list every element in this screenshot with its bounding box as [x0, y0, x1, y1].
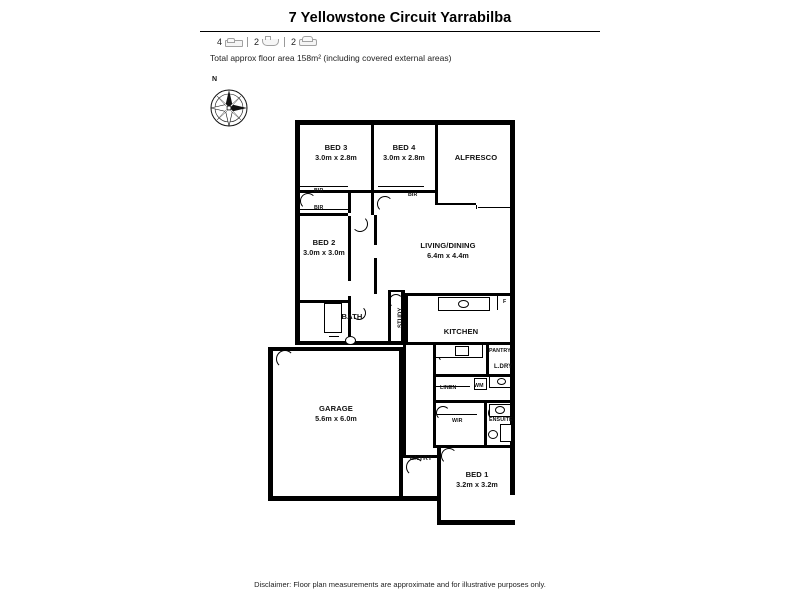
label-wm: WM — [474, 383, 484, 389]
wall-bottom-garage — [268, 496, 440, 501]
wall-hall-right — [403, 345, 406, 457]
wir-shelf-line — [437, 414, 477, 415]
ensuite-shower — [500, 424, 512, 442]
label-bir-bed4: BIR — [408, 192, 418, 198]
wall-bottom-bed1 — [437, 520, 515, 525]
ensuite-toilet — [488, 430, 498, 439]
door-arc-wir — [436, 406, 450, 420]
label-pantry: PANTRY — [489, 348, 511, 354]
room-label-bed4: BED 4 3.0m x 2.8m — [383, 143, 425, 163]
wall-bed2-top — [300, 213, 348, 216]
alfresco-door-jamb — [476, 205, 477, 209]
wall-left-garage — [268, 347, 273, 501]
toilet-fixture-bath — [345, 336, 356, 345]
door-arc-bed4 — [377, 196, 393, 212]
wall-living-left-upper — [374, 215, 377, 245]
room-label-bed1: BED 1 3.2m x 3.2m — [456, 470, 498, 490]
door-arc-bed1 — [441, 448, 457, 464]
door-arc-garage-side — [276, 350, 294, 368]
wall-below-linen — [433, 400, 515, 403]
room-label-bed2: BED 2 3.0m x 3.0m — [303, 238, 345, 258]
room-label-living-dining: LIVING/DINING 6.4m x 4.4m — [420, 241, 476, 261]
ensuite-basin — [495, 406, 505, 414]
bedroom-count: 4 — [217, 37, 223, 47]
alfresco-slider-line — [478, 207, 513, 208]
page-title: 7 Yellowstone Circuit Yarrabilba — [288, 10, 512, 26]
label-bir-bed2: BIR — [314, 205, 324, 211]
wall-top-alfresco — [435, 120, 515, 125]
wall-hall-divider-left — [348, 193, 351, 213]
wall-bed3-bottom — [300, 190, 374, 193]
door-arc-bed2 — [352, 216, 368, 232]
kitchen-sink — [458, 300, 469, 308]
disclaimer-text: Disclaimer: Floor plan measurements are approximate and for illustrative purposes only. — [254, 580, 546, 589]
wall-living-left-lower — [374, 258, 377, 294]
label-study: STUDY — [398, 307, 404, 328]
wall-study-top — [388, 290, 404, 292]
wall-top-bedrooms — [295, 120, 435, 125]
wall-entry-right — [399, 455, 403, 501]
cooktop-fixture — [455, 346, 469, 356]
wall-alfresco-left — [435, 120, 438, 205]
bir-line-bed3 — [300, 186, 348, 187]
label-ldry: L.DRY — [494, 364, 513, 370]
room-label-alfresco: ALFRESCO — [454, 153, 498, 162]
wall-kitchen-left — [405, 293, 408, 345]
wall-alfresco-bottom-left — [438, 203, 476, 205]
room-label-ensuite: ENSUITE — [489, 417, 513, 423]
vanity-line-bath — [329, 336, 339, 337]
floor-area-note: Total approx floor area 158m² (including covered external areas) — [210, 53, 452, 63]
room-label-garage: GARAGE 5.6m x 6.0m — [315, 404, 357, 424]
bir-line-bed4 — [378, 186, 424, 187]
bathroom-count: 2 — [254, 37, 260, 47]
label-linen: LINEN — [440, 385, 457, 391]
wall-bed4-bottom — [374, 190, 435, 193]
label-wir: WIR — [452, 418, 463, 424]
door-arc-study — [389, 294, 403, 308]
wall-right-lower — [510, 295, 515, 495]
laundry-sink-bowl — [497, 378, 506, 385]
room-label-entry: ENTRY — [409, 455, 433, 462]
bir-line-bed2 — [300, 209, 348, 210]
room-label-bed3: BED 3 3.0m x 2.8m — [315, 143, 357, 163]
label-bir-bed3: BIR — [314, 188, 324, 194]
room-label-bath: BATH — [341, 312, 363, 321]
label-fridge: F — [503, 299, 507, 305]
room-label-kitchen: KITCHEN — [443, 327, 479, 336]
car-count: 2 — [291, 37, 297, 47]
wall-ensuite-left — [484, 403, 487, 448]
compass-north-label: N — [212, 76, 218, 83]
fridge-space-line — [497, 296, 498, 310]
wall-hall-divider-right — [371, 193, 374, 215]
